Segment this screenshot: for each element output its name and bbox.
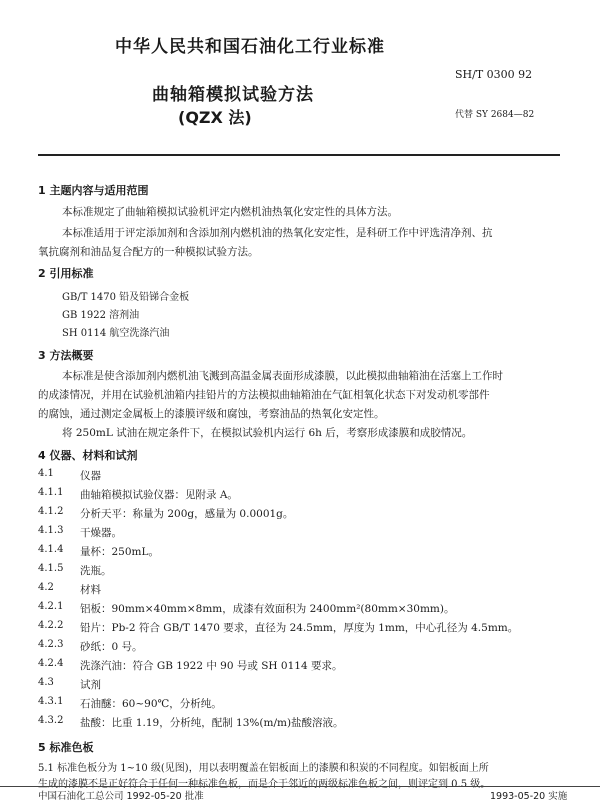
item-number: 4.2.2 <box>38 620 64 631</box>
item-text: 洗瓶。 <box>80 565 112 577</box>
item-text: 分析天平：称量为 200g，感量为 0.0001g。 <box>80 508 294 520</box>
item-text: 仪器 <box>80 470 101 482</box>
issuing-org: 中华人民共和国石油化工行业标准 <box>115 37 385 57</box>
item-text: 石油醚：60~90℃，分析纯。 <box>80 698 222 710</box>
approval-note: 中国石油化工总公司 1992-05-20 批准 <box>38 791 204 802</box>
item-number: 4.2 <box>38 582 54 593</box>
item-number: 4.2.3 <box>38 639 64 650</box>
footer-rule <box>0 786 600 787</box>
section-3-para-2: 将 250mL 试油在规定条件下，在模拟试验机内运行 6h 后，考察形成漆膜和成胶情况。 <box>62 427 473 439</box>
section-1-para-1: 本标准规定了曲轴箱模拟试验机评定内燃机油热氧化安定性的具体方法。 <box>62 206 398 218</box>
item-text: 盐酸：比重 1.19，分析纯，配制 13%(m/m)盐酸溶液。 <box>80 717 344 729</box>
effective-date: 1993-05-20 实施 <box>490 791 568 802</box>
item-text: 量杯：250mL。 <box>80 546 159 558</box>
item-number: 4.1.1 <box>38 487 64 498</box>
section-2-title: 2 引用标准 <box>38 267 94 280</box>
section-5-para-1b: 生成的漆膜不是正好符合于任何一种标准色板，而是介于邻近的两级标准色板之间，则评定到 0.5 级。 <box>38 779 491 790</box>
ref-item: SH 0114 航空洗涤汽油 <box>62 328 170 339</box>
item-text: 铅片：Pb-2 符合 GB/T 1470 要求，直径为 24.5mm，厚度为 1mm，中心孔径为 4.5mm。 <box>80 622 519 634</box>
item-number: 4.2.4 <box>38 658 64 669</box>
item-text: 干燥器。 <box>80 527 122 539</box>
item-number: 4.1.5 <box>38 563 64 574</box>
item-number: 4.2.1 <box>38 601 64 612</box>
document-title: 曲轴箱模拟试验方法 <box>152 85 314 105</box>
item-number: 4.3.2 <box>38 715 64 726</box>
section-1-title: 1 主题内容与适用范围 <box>38 184 149 197</box>
item-number: 4.1.4 <box>38 544 64 555</box>
item-number: 4.1.3 <box>38 525 64 536</box>
header-rule <box>38 154 560 156</box>
item-text: 洗涤汽油：符合 GB 1922 中 90 号或 SH 0114 要求。 <box>80 660 343 672</box>
section-4-title: 4 仪器、材料和试剂 <box>38 449 138 462</box>
item-number: 4.3.1 <box>38 696 64 707</box>
item-text: 砂纸：0 号。 <box>80 641 143 653</box>
item-text: 材料 <box>80 584 101 596</box>
standard-code: SH/T 0300 92 <box>455 68 533 81</box>
item-text: 曲轴箱模拟试验仪器：见附录 A。 <box>80 489 238 501</box>
section-3-para-1b: 的成漆情况，并用在试验机油箱内挂铅片的方法模拟曲轴箱油在气缸相氧化状态下对发动机零部件 <box>38 389 490 401</box>
item-number: 4.1 <box>38 468 54 479</box>
item-number: 4.3 <box>38 677 54 688</box>
method-subtitle: (QZX 法) <box>178 108 252 127</box>
section-3-para-1c: 的腐蚀，通过测定金属板上的漆膜评级和腐蚀，考察油品的热氧化安定性。 <box>38 408 385 420</box>
section-5-para-1a: 5.1 标准色板分为 1~10 级(见图)，用以表明覆盖在铝板面上的漆膜和积炭的不同程度。如铝板面上所 <box>38 763 489 774</box>
ref-item: GB 1922 溶剂油 <box>62 310 140 321</box>
section-1-para-2b: 氧抗腐剂和油品复合配方的一种模拟试验方法。 <box>38 246 259 258</box>
item-text: 铝板：90mm×40mm×8mm，成漆有效面积为 2400mm²(80mm×30mm)。 <box>80 603 455 615</box>
section-5-title: 5 标准色板 <box>38 741 94 754</box>
section-3-para-1a: 本标准是使含添加剂内燃机油飞溅到高温金属表面形成漆膜，以此模拟曲轴箱油在活塞上工作时 <box>62 370 503 382</box>
ref-item: GB/T 1470 铅及铅锑合金板 <box>62 292 190 303</box>
section-3-title: 3 方法概要 <box>38 349 94 362</box>
item-number: 4.1.2 <box>38 506 64 517</box>
section-1-para-2a: 本标准适用于评定添加剂和含添加剂内燃机油的热氧化安定性，是科研工作中评选清净剂、抗 <box>62 227 493 239</box>
item-text: 试剂 <box>80 679 101 691</box>
replaces-note: 代替 SY 2684—82 <box>455 110 535 120</box>
